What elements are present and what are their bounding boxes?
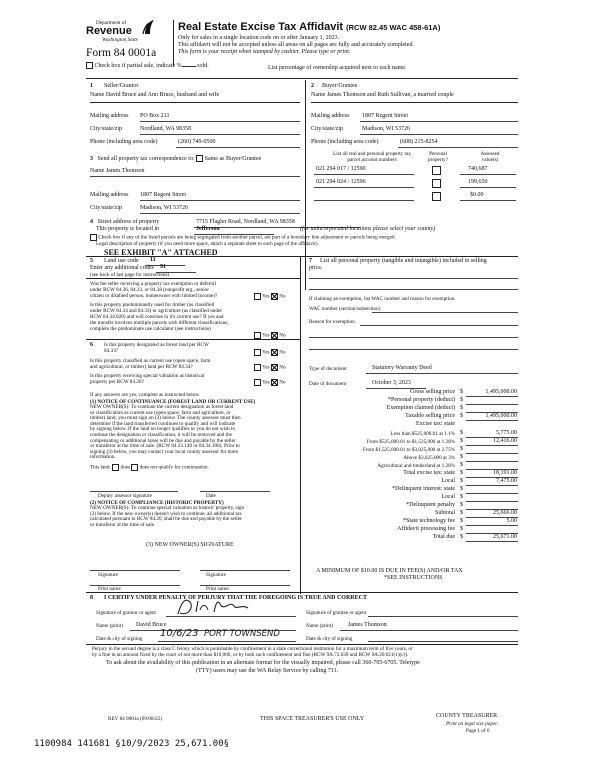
tax-row-value[interactable]: 25,666.00 <box>493 510 517 516</box>
tax-row-value[interactable]: 5,775.00 <box>496 430 517 436</box>
tax-row-currency: $ <box>460 413 463 419</box>
same-as-buyer-checkbox[interactable] <box>196 155 203 162</box>
tax-row-label: Agricultural and timberland at 1.28% <box>377 463 455 469</box>
landuse-code[interactable]: 11 <box>150 257 156 263</box>
availability-notice-2: (TTY) users may use the WA Relay Service by calling 711. <box>196 668 339 674</box>
q-current-use: Is this property classified as current use (open space, farm and agricultural, or timber) land per RCW 84.34? <box>90 358 211 370</box>
tax-row-currency: $ <box>460 510 463 516</box>
seller-phone[interactable]: (260) 749-0500 <box>178 139 216 145</box>
certify-statement: I CERTIFY UNDER PENALTY OF PERJURY THAT THE FOREGOING IS TRUE AND CORRECT <box>104 595 367 601</box>
q-historic-answer[interactable]: Yes No <box>254 379 286 386</box>
subtitle-1: Only for sales in a single location code on or after January 1, 2023. <box>178 35 340 41</box>
exemption-label: If claiming an exemption, list WAC number and reason for exemption. <box>309 296 456 302</box>
new-owners-signature-label: (3) NEW OWNER(S) SIGNATURE <box>146 542 234 548</box>
tax-row-line <box>466 485 518 486</box>
tax-row-label: Excise tax: state <box>416 421 455 427</box>
seller-mailing[interactable]: PO Box 211 <box>140 113 170 119</box>
doc-date[interactable]: October 3, 2023 <box>372 380 411 386</box>
tax-row-line <box>466 404 518 405</box>
tax-row-label: Less than $525,000.01 at 1.1% <box>390 431 455 437</box>
buyer-phone[interactable]: (608) 215-8254 <box>400 139 438 145</box>
minimum-note: A MINIMUM OF $10.00 IS DUE IN FEE(S) AND/OR TAX <box>316 568 463 574</box>
wac-label: WAC number (section/subsection) <box>309 306 381 312</box>
tax-row-label: *Delinquent interest: state <box>392 486 455 492</box>
owner-signature-1[interactable]: Signature <box>98 572 118 578</box>
tax-row-currency: $ <box>460 462 463 468</box>
q-exemption: Was the seller receiving a property tax exemption or deferral under RCW 84.36, 84.33, or 84.38 (nonprofit org., senior citizen or disabled person, homeowner with limited income)? <box>90 281 218 299</box>
correspondence-row: 3 Send all property tax correspondence to: Same as Buyer/Grantee <box>90 155 262 162</box>
tax-row-value[interactable]: 1,495,000.00 <box>485 389 517 395</box>
tax-row-value[interactable]: 12,416.00 <box>493 438 517 444</box>
q-timber-answer[interactable]: Yes No <box>254 332 286 339</box>
tax-row-currency: $ <box>460 438 463 444</box>
tax-row-value[interactable]: 25,671.00 <box>493 534 517 540</box>
parcel-1-personal-checkbox[interactable] <box>432 166 441 175</box>
doc-type-label: Type of document <box>309 366 347 372</box>
grantee-name[interactable]: James Thomson <box>348 622 387 628</box>
parcels-head: List all real and personal property tax parcel account numbers <box>333 151 411 163</box>
section8-num: 8 <box>90 595 93 601</box>
cashier-stamp: 1100984 141681 §10/9/2023 25,671.00§ <box>34 739 230 749</box>
correspondence-mailing[interactable]: 1807 Regent Street <box>140 192 186 198</box>
tax-row-currency: $ <box>460 486 463 492</box>
parcels-assessed-head: Assessed value(s) <box>480 151 500 163</box>
dept-line3: Washington State <box>102 37 138 43</box>
subtitle-3: This form is your receipt when stamped by cashier. Please type or print. <box>178 49 351 55</box>
treasurer-space: THIS SPACE TREASURER'S USE ONLY <box>260 716 365 722</box>
segregated-checkbox[interactable] <box>90 234 97 241</box>
tax-row-line <box>466 525 518 526</box>
dept-logo-icon <box>142 18 156 36</box>
partial-sale-checkbox[interactable] <box>86 62 93 69</box>
see-instructions: *SEE INSTRUCTIONS <box>384 575 443 581</box>
tax-row-line <box>466 493 518 494</box>
grantor-signature[interactable] <box>172 596 262 618</box>
personal-property-label2: price. <box>309 265 323 271</box>
seller-num: 1 <box>90 83 93 89</box>
seller-heading: Seller/Grantor <box>104 83 139 89</box>
tax-row-currency: $ <box>460 430 463 436</box>
q-forest-answer[interactable]: Yes No <box>254 349 286 356</box>
section6-num: 6 <box>90 342 93 348</box>
tax-row-currency: $ <box>460 494 463 500</box>
section7-num: 7 <box>309 258 312 264</box>
tax-row-label: Local <box>441 494 455 500</box>
grantor-name-label: Name (print) <box>96 623 123 629</box>
legal-description-label: Legal description of property (if you need more space, attach a separate sheet to each page of the affidavit). <box>96 241 319 247</box>
grantor-signature-label: Signature of grantor or agent <box>96 610 156 616</box>
subtitle-2: This affidavit will not be accepted unless all areas on all pages are fully and accurately completed. <box>178 42 414 48</box>
page-number: Page 1 of 6 <box>466 728 490 734</box>
buyer-city[interactable]: Madison, WI 53726 <box>362 126 411 132</box>
grantee-name-label: Name (print) <box>306 623 333 629</box>
located-county[interactable]: Jefferson <box>196 226 220 232</box>
reason-label: Reason for exemption <box>309 319 355 325</box>
tax-row-currency: $ <box>460 478 463 484</box>
tax-row-value[interactable]: 18,191.00 <box>493 470 517 476</box>
owner-signature-2[interactable]: Signature <box>206 572 226 578</box>
tax-row-label: Local <box>441 478 455 484</box>
dept-line1: Department of <box>96 20 127 26</box>
additional-codes-label: Enter any additional codes <box>90 265 154 271</box>
partial-sale-row: Check box if partial sale, indicate % sold. <box>86 62 209 70</box>
tax-row-label: Total excise tax: state <box>403 470 455 476</box>
tax-row-line <box>466 396 518 397</box>
street-address[interactable]: 7715 Flagler Road, Nordland, WA 98358 <box>196 219 295 225</box>
tax-row-currency: $ <box>460 405 463 411</box>
tax-row-label: From $1,525,000.01 to $3,025,000 at 2.75% <box>362 447 455 453</box>
seller-city-label: City/state/zip <box>90 126 122 132</box>
handwritten-date[interactable]: 10/6/23 <box>160 628 199 639</box>
buyer-mailing-label: Mailing address <box>311 113 350 119</box>
deputy-signature-label: Deputy assessor signature <box>98 493 152 499</box>
parcel-3-personal-checkbox[interactable] <box>432 192 441 201</box>
tax-row-line <box>466 541 518 542</box>
doc-type[interactable]: Statutory Warranty Deed <box>372 365 432 371</box>
additional-codes[interactable]: 91 <box>160 264 166 270</box>
tax-row-label: *Delinquent penalty <box>406 502 455 508</box>
tax-row-line <box>466 445 518 446</box>
availability-notice: To ask about the availability of this publication in an alternate format for the visually impaired, please call 360-705-6705. Teletype <box>106 660 420 666</box>
tax-row-currency: $ <box>460 526 463 532</box>
tax-row-currency: $ <box>460 397 463 403</box>
tax-row-currency: $ <box>460 389 463 395</box>
form-title: Real Estate Excise Tax Affidavit (RCW 82.45 WAC 458-61A) <box>178 21 441 33</box>
q-exemption-answer[interactable]: Yes No <box>254 293 286 300</box>
parcel-value-1[interactable]: 740,687 <box>468 166 488 172</box>
tax-row-label: Exemption claimed (deduct) <box>386 405 455 411</box>
tax-row-currency: $ <box>460 470 463 476</box>
tax-row-value[interactable]: 5.00 <box>506 518 517 524</box>
tax-row-label: Total due <box>432 534 455 540</box>
correspondence-name[interactable]: Name James Thomson <box>90 168 145 174</box>
unincorporated-note: (for unincorporated locations please select your county) <box>300 226 436 232</box>
correspondence-mailing-label: Mailing address <box>90 192 129 198</box>
parcel-2-personal-checkbox[interactable] <box>432 179 441 188</box>
parcel-value-2[interactable]: 199,650 <box>468 179 488 185</box>
parcel-account-2[interactable]: 021 294 024 / 12596 <box>316 179 366 185</box>
street-row: 4 Street address of property <box>90 219 160 225</box>
does-qualify-checkbox[interactable] <box>112 464 119 471</box>
q-historic: Is this property receiving special valuation as historical property per RCW 84.26? <box>90 373 205 385</box>
perjury-notice: Perjury in the second degree is a class C felony which is punishable by confinement in a state correctional institution for a maximum term of five years, or by a fine in an amount fixed by the court of not more than $10,000, or by both such confinement and fine (RCW 9A.72.030 and RCW 9A.20.021(1)(c)). <box>92 646 413 658</box>
tax-row-label: Affidavit processing fee <box>397 526 455 532</box>
if-yes-note: If any answers are yes, complete as instructed below. <box>90 392 201 398</box>
tax-row-value[interactable]: 7,475.00 <box>496 478 517 484</box>
buyer-mailing[interactable]: 1807 Regent Street <box>362 113 408 119</box>
seller-name[interactable]: Name David Bruce and Ann Bruce, husband and wife <box>90 92 220 98</box>
tax-row-currency: $ <box>460 454 463 460</box>
tax-row-label: *Personal property (deduct) <box>388 397 455 403</box>
grantor-name[interactable]: David Bruce <box>136 622 167 628</box>
form-number: Form 84 0001a <box>86 47 157 59</box>
buyer-phone-label: Phone (including area code) <box>311 139 379 145</box>
correspondence-city[interactable]: Madison, WI 53726 <box>140 205 189 211</box>
tax-row-label: Taxable selling price <box>405 413 455 419</box>
tax-row-currency: $ <box>460 446 463 452</box>
q-current-use-answer[interactable]: Yes No <box>254 364 286 371</box>
landuse-label: Land use code <box>104 258 139 264</box>
buyer-heading: Buyer/Grantee <box>322 83 358 89</box>
correspondence-city-label: City/state/zip <box>90 205 122 211</box>
parcel-account-1[interactable]: 021 294 017 / 12590 <box>316 166 366 172</box>
tax-row-value[interactable]: 1,495,000.00 <box>485 413 517 419</box>
notice2-body: NEW OWNER(S): To continue special valuation as historic property, sign (3) below. If the new owner(s) doesn't wish to continue, all additional tax calculated pursuant to RCW 84.26, shall be due and payable by the seller or transferor at the time of sale. <box>90 505 245 528</box>
tax-row-label: *State technology fee <box>403 518 455 524</box>
seller-mailing-label: Mailing address <box>90 113 129 119</box>
does-not-qualify-checkbox[interactable] <box>131 464 138 471</box>
see-back-note: (see back of last page for instructions) <box>90 272 170 278</box>
notice2-title: (2) NOTICE OF COMPLIANCE (HISTORIC PROPERTY) <box>90 500 224 506</box>
owner-print-name-2[interactable]: Print name <box>206 586 229 592</box>
grantor-date-city-label: Date & city of signing <box>96 636 143 642</box>
ownership-note: List percentage of ownership acquired next to each name. <box>268 65 407 71</box>
tax-row-label: Subtotal <box>434 510 455 516</box>
parcel-value-3[interactable]: $0.00 <box>470 192 484 198</box>
q-forest: Is this property designated as forest land per RCW 84.33? <box>104 342 209 354</box>
handwritten-city[interactable]: PORT TOWNSEND <box>204 629 280 639</box>
parcels-personal-head: Personal property? <box>428 151 448 163</box>
this-land-row: This land: does does not qualify for continuation. <box>90 464 209 471</box>
notice1-body: NEW OWNER(S): To continue the current designation as forest land or classification as current use (open space, farm and agriculture, or timber) land, you must sign on (3) below. The county assessor must then determine if the land transferred continues to qualify and will indicate by signing below. If the land no longer qualifies or you do not wish to continue the designation or classification, it will be removed and the compensating or additional taxes will be due and payable by the seller or transferor at the time of sale. (RCW 84.33.140 or 84.34.108). Prior to signing (3) below, you may contact your local county assessor for more information. <box>90 404 241 461</box>
tax-row-line <box>466 501 518 502</box>
owner-print-name-1[interactable]: Print name <box>98 586 121 592</box>
grantee-date-city-label: Date & city of signing <box>306 636 353 642</box>
q-timber: Is this property predominantly used for timber (as classified under RCW 84.34 and 84.33) or agriculture (as classified under RCW 84.34.020) and will continue in it's current use? If yes and the transfer involves multiple parcels with different classifications, complete the predominate use calculator (see instructions) <box>90 302 229 332</box>
dept-logo-text: Revenue <box>86 25 132 37</box>
tax-row-label: Gross selling price <box>410 389 455 395</box>
tax-row-label: From $525,000.01 to $1,525,000 at 1.28% <box>366 439 455 445</box>
tax-row-label: Above $3,025,000 at 3% <box>403 455 455 461</box>
legal-paper-note: Print on legal size paper. <box>446 721 499 727</box>
revision-number: REV 84 0001a (09/08/22) <box>108 716 162 722</box>
tax-row-line <box>466 420 518 421</box>
tax-row-currency: $ <box>460 518 463 524</box>
segregated-row: Check box if any of the listed parcels are being segregated from another parcel, are part of a boundary line adjustment or parcels being merged. <box>90 234 396 241</box>
grantee-signature-label: Signature of grantee or agent <box>306 610 367 616</box>
tax-row-currency: $ <box>460 502 463 508</box>
tax-row-currency: $ <box>460 534 463 540</box>
personal-property-label: List all personal property (tangible and intangible) included in selling <box>320 258 487 264</box>
located-label: This property is located in <box>96 226 159 232</box>
seller-phone-label: Phone (including area code) <box>90 139 158 145</box>
buyer-city-label: City/state/zip <box>311 126 343 132</box>
buyer-name[interactable]: Name James Thomson and Ruth Sullivan, a married couple <box>311 92 454 98</box>
landuse-num: 5 <box>90 258 93 264</box>
deputy-date-label: Date <box>206 493 216 499</box>
tax-row-line <box>466 461 518 462</box>
seller-city[interactable]: Nordland, WA 98358 <box>140 126 192 132</box>
exhibit-a: SEE EXHIBIT "A" ATTACHED <box>104 248 218 257</box>
buyer-num: 2 <box>311 83 314 89</box>
tax-row-line <box>466 453 518 454</box>
notice1-title: (1) NOTICE OF CONTINUANCE (FOREST LAND OR CURRENT USE) <box>90 399 256 405</box>
doc-date-label: Date of document <box>309 381 347 387</box>
county-treasurer: COUNTY TREASURER <box>436 713 498 719</box>
